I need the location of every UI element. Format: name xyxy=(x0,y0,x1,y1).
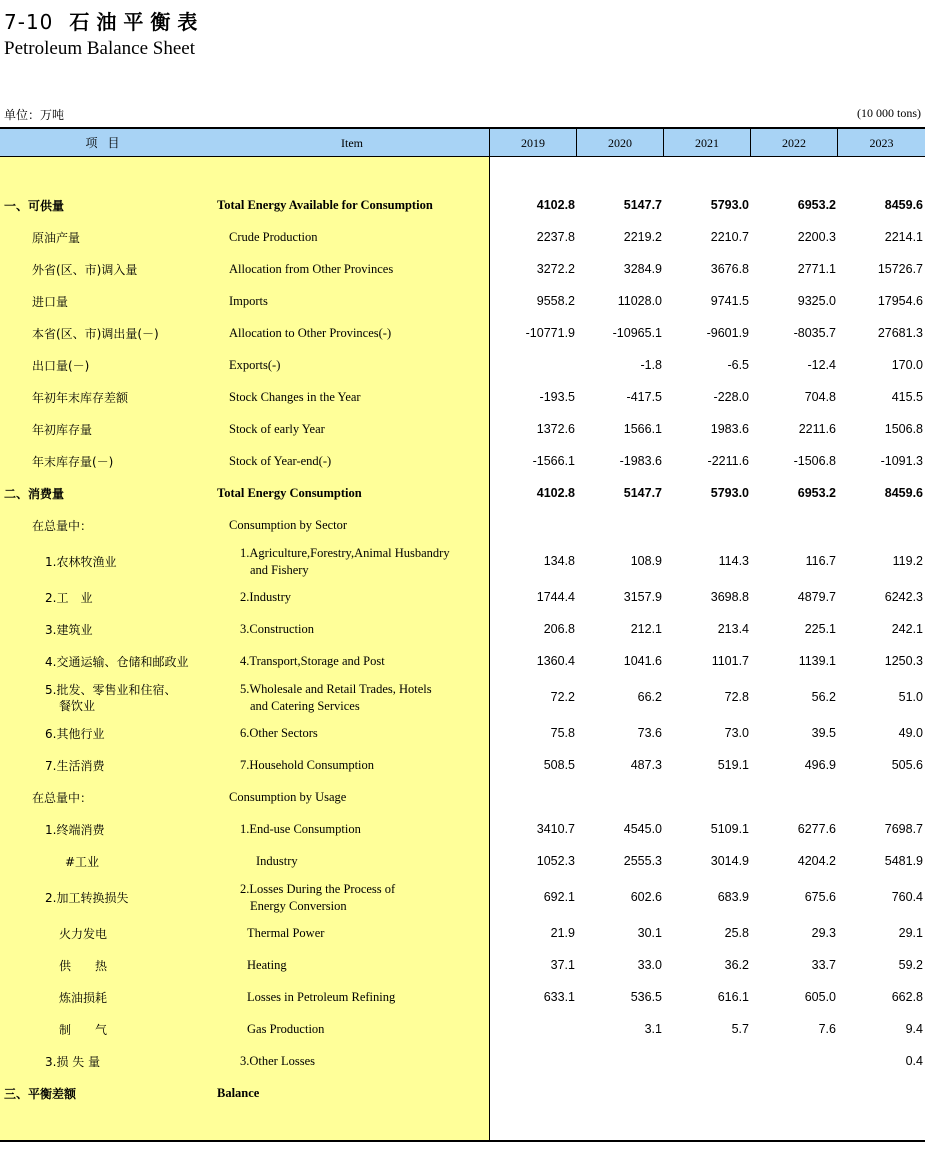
value-cell: 1566.1 xyxy=(623,422,662,436)
value-cell: 1372.6 xyxy=(536,422,575,436)
row-label-cn: 3.损 失 量 xyxy=(45,1055,101,1069)
row-label-cn: 制 气 xyxy=(59,1023,108,1037)
value-cell: 59.2 xyxy=(898,958,923,972)
header-year: 2023 xyxy=(869,136,894,150)
value-cell: 505.6 xyxy=(891,758,923,772)
header-year: 2021 xyxy=(695,136,719,150)
value-cell: 2771.1 xyxy=(797,262,836,276)
row-label-en: Allocation to Other Provinces(-) xyxy=(229,326,392,340)
value-cell: 487.3 xyxy=(630,758,662,772)
value-cell: 75.8 xyxy=(550,726,575,740)
value-cell: 6953.2 xyxy=(797,198,836,212)
value-cell: 496.9 xyxy=(804,758,836,772)
row-label-en: Consumption by Sector xyxy=(229,518,348,532)
value-cell: 704.8 xyxy=(804,390,836,404)
value-cell: 6277.6 xyxy=(797,822,836,836)
row-label-cn: 5.批发、零售业和住宿、 xyxy=(45,683,177,697)
value-cell: 5147.7 xyxy=(623,198,662,212)
row-label-cn: 3.建筑业 xyxy=(45,623,93,637)
value-cell: 2200.3 xyxy=(797,230,836,244)
value-cell: 33.0 xyxy=(637,958,662,972)
value-cell: 17954.6 xyxy=(877,294,923,308)
row-label-cn: 7.生活消费 xyxy=(45,759,105,773)
row-label-cn: 1.终端消费 xyxy=(45,823,105,837)
row-label-cn: 一、可供量 xyxy=(4,199,65,213)
value-cell: 73.0 xyxy=(724,726,749,740)
value-cell: 29.3 xyxy=(811,926,836,940)
value-cell: -2211.6 xyxy=(707,454,749,468)
row-label-en: Total Energy Available for Consumption xyxy=(217,198,433,212)
row-label-en: 6.Other Sectors xyxy=(240,726,318,740)
row-label-en: 2.Industry xyxy=(240,590,292,604)
value-cell: 1052.3 xyxy=(536,854,575,868)
header-year: 2020 xyxy=(608,136,632,150)
item-value-divider xyxy=(489,157,490,1140)
value-cell: 51.0 xyxy=(898,690,923,704)
value-cell: 602.6 xyxy=(630,890,662,904)
header-year: 2022 xyxy=(782,136,806,150)
value-cell: 760.4 xyxy=(891,890,923,904)
value-cell: 242.1 xyxy=(891,622,923,636)
value-cell: 0.4 xyxy=(905,1054,923,1068)
row-label-cn: 外省(区、市)调入量 xyxy=(32,263,138,277)
value-cell: 2214.1 xyxy=(884,230,923,244)
value-cell: 683.9 xyxy=(717,890,749,904)
value-cell: 5147.7 xyxy=(623,486,662,500)
value-cell: 33.7 xyxy=(811,958,836,972)
value-cell: 108.9 xyxy=(630,554,662,568)
value-cell: 73.6 xyxy=(637,726,662,740)
row-label-en: 4.Transport,Storage and Post xyxy=(240,654,385,668)
unit-label-en: (10 000 tons) xyxy=(857,106,921,120)
value-cell: 6953.2 xyxy=(797,486,836,500)
value-cell: 1250.3 xyxy=(884,654,923,668)
value-cell: 633.1 xyxy=(543,990,575,1004)
value-cell: -1983.6 xyxy=(619,454,662,468)
value-cell: 7698.7 xyxy=(884,822,923,836)
value-cell: 30.1 xyxy=(637,926,662,940)
value-cell: 3014.9 xyxy=(710,854,749,868)
value-cell: 49.0 xyxy=(898,726,923,740)
value-cell: 1983.6 xyxy=(710,422,749,436)
row-label-cn: 6.其他行业 xyxy=(45,727,105,741)
value-cell: 36.2 xyxy=(724,958,749,972)
row-label-en: 2.Losses During the Process of xyxy=(240,882,396,896)
value-cell: 5793.0 xyxy=(710,486,749,500)
row-label-cn: #工业 xyxy=(65,855,100,869)
row-label-cn: 本省(区、市)调出量(－) xyxy=(32,327,159,341)
row-label-en-line2: Energy Conversion xyxy=(250,899,347,913)
row-label-cn: 年末库存量(－) xyxy=(32,455,114,469)
value-cell: 9558.2 xyxy=(536,294,575,308)
row-label-en: Stock of Year-end(-) xyxy=(229,454,332,468)
value-cell: 9741.5 xyxy=(710,294,749,308)
row-label-cn: 供 热 xyxy=(59,959,108,973)
value-cell: 5.7 xyxy=(731,1022,749,1036)
value-cell: 37.1 xyxy=(550,958,575,972)
table-number: 7-10 xyxy=(4,10,54,34)
row-label-en: 5.Wholesale and Retail Trades, Hotels xyxy=(240,682,432,696)
row-label-en: Consumption by Usage xyxy=(229,790,347,804)
value-cell: 5481.9 xyxy=(884,854,923,868)
value-cell: 508.5 xyxy=(543,758,575,772)
value-cell: 225.1 xyxy=(804,622,836,636)
value-cell: 4102.8 xyxy=(536,486,575,500)
value-cell: 3284.9 xyxy=(623,262,662,276)
value-cell: 4545.0 xyxy=(623,822,662,836)
value-cell: 8459.6 xyxy=(884,486,923,500)
value-cell: 5109.1 xyxy=(710,822,749,836)
row-label-en: 3.Other Losses xyxy=(240,1054,315,1068)
value-cell: -6.5 xyxy=(727,358,749,372)
row-label-cn: 炼油损耗 xyxy=(59,991,108,1005)
row-label-cn: 进口量 xyxy=(32,295,69,309)
row-label-en: Total Energy Consumption xyxy=(217,486,362,500)
value-cell: 415.5 xyxy=(891,390,923,404)
value-cell: 56.2 xyxy=(811,690,836,704)
page-title-en: Petroleum Balance Sheet xyxy=(4,38,195,59)
row-label-en: Allocation from Other Provinces xyxy=(229,262,394,276)
value-cell: 9.4 xyxy=(905,1022,923,1036)
value-cell: 11028.0 xyxy=(617,294,662,308)
header-year: 2019 xyxy=(521,136,545,150)
page-title-cn: 石油平衡表 xyxy=(69,10,205,34)
value-cell: 72.8 xyxy=(724,690,749,704)
row-label-cn: 三、平衡差额 xyxy=(4,1087,77,1101)
value-cell: 2555.3 xyxy=(623,854,662,868)
value-cell: 1041.6 xyxy=(623,654,662,668)
value-cell: -417.5 xyxy=(626,390,662,404)
value-cell: 3272.2 xyxy=(536,262,575,276)
value-cell: 25.8 xyxy=(724,926,749,940)
value-cell: 2210.7 xyxy=(710,230,749,244)
value-cell: 536.5 xyxy=(630,990,662,1004)
value-cell: -8035.7 xyxy=(793,326,836,340)
row-label-cn: 年初年末库存差额 xyxy=(32,391,129,405)
value-cell: 2211.6 xyxy=(798,422,836,436)
value-cell: -1566.1 xyxy=(532,454,575,468)
value-cell: -1506.8 xyxy=(793,454,836,468)
value-cell: 66.2 xyxy=(637,690,662,704)
value-cell: 114.3 xyxy=(718,554,749,568)
value-cell: -10965.1 xyxy=(612,326,662,340)
value-cell: -10771.9 xyxy=(525,326,575,340)
row-label-cn: 4.交通运输、仓储和邮政业 xyxy=(45,655,189,669)
header-item-cn: 项目 xyxy=(85,136,130,150)
table-number-and-title xyxy=(4,6,204,35)
row-label-en: 3.Construction xyxy=(240,622,314,636)
value-cell: -1.8 xyxy=(640,358,662,372)
value-cell: 616.1 xyxy=(717,990,749,1004)
value-cell: 662.8 xyxy=(891,990,923,1004)
row-label-cn: 出口量(－) xyxy=(32,359,90,373)
row-label-en: 1.End-use Consumption xyxy=(240,822,361,836)
row-label-cn-line2: 餐饮业 xyxy=(59,699,96,713)
row-label-en: Heating xyxy=(247,958,287,972)
value-cell: 519.1 xyxy=(717,758,749,772)
row-label-en: 1.Agriculture,Forestry,Animal Husbandry xyxy=(240,546,450,560)
value-cell: 116.7 xyxy=(805,554,836,568)
value-cell: 39.5 xyxy=(811,726,836,740)
row-label-cn: 在总量中： xyxy=(32,519,93,533)
value-cell: 119.2 xyxy=(892,554,923,568)
row-label-cn: 年初库存量 xyxy=(32,423,93,437)
value-cell: 3410.7 xyxy=(536,822,575,836)
value-cell: -228.0 xyxy=(713,390,749,404)
value-cell: 8459.6 xyxy=(884,198,923,212)
value-cell: 29.1 xyxy=(898,926,923,940)
row-label-cn: 在总量中： xyxy=(32,791,93,805)
value-cell: 15726.7 xyxy=(877,262,923,276)
value-cell: 1101.7 xyxy=(711,654,749,668)
row-label-en: Imports xyxy=(229,294,268,308)
row-label-cn: 1.农林牧渔业 xyxy=(45,555,117,569)
value-cell: -1091.3 xyxy=(880,454,923,468)
row-label-en: Exports(-) xyxy=(229,358,281,372)
value-cell: 2219.2 xyxy=(623,230,662,244)
header-item-en: Item xyxy=(341,136,363,150)
value-cell: 1139.1 xyxy=(798,654,836,668)
unit-label-cn: 单位：万吨 xyxy=(4,108,65,122)
table-header xyxy=(0,127,925,157)
value-cell: 9325.0 xyxy=(797,294,836,308)
value-cell: 27681.3 xyxy=(877,326,923,340)
row-label-cn: 2.工 业 xyxy=(45,591,93,605)
value-cell: -9601.9 xyxy=(706,326,749,340)
value-cell: 213.4 xyxy=(717,622,749,636)
row-label-en: Losses in Petroleum Refining xyxy=(247,990,396,1004)
row-label-en: Gas Production xyxy=(247,1022,325,1036)
value-cell: 605.0 xyxy=(804,990,836,1004)
row-label-en: Industry xyxy=(256,854,298,868)
value-cell: 134.8 xyxy=(543,554,575,568)
value-cell: 7.6 xyxy=(818,1022,836,1036)
value-cell: -12.4 xyxy=(807,358,836,372)
value-cell: 170.0 xyxy=(891,358,923,372)
value-cell: 212.1 xyxy=(630,622,662,636)
value-cell: 3676.8 xyxy=(710,262,749,276)
value-cell: 206.8 xyxy=(543,622,575,636)
value-cell: 5793.0 xyxy=(710,198,749,212)
value-cell: 4879.7 xyxy=(797,590,836,604)
value-cell: 4102.8 xyxy=(536,198,575,212)
value-cell: 3.1 xyxy=(644,1022,662,1036)
row-label-en-line2: and Catering Services xyxy=(250,699,360,713)
value-cell: 675.6 xyxy=(804,890,836,904)
row-label-cn: 火力发电 xyxy=(59,927,108,941)
row-label-cn: 二、消费量 xyxy=(4,487,65,501)
value-cell: 4204.2 xyxy=(797,854,836,868)
row-label-en: Thermal Power xyxy=(247,926,325,940)
row-label-en: Crude Production xyxy=(229,230,318,244)
value-cell: 3157.9 xyxy=(623,590,662,604)
value-cell: 2237.8 xyxy=(536,230,575,244)
value-cell: 6242.3 xyxy=(884,590,923,604)
value-cell: 1360.4 xyxy=(536,654,575,668)
row-label-en: Stock Changes in the Year xyxy=(229,390,361,404)
row-label-cn: 原油产量 xyxy=(32,231,81,245)
value-cell: 1506.8 xyxy=(884,422,923,436)
row-label-en-line2: and Fishery xyxy=(250,563,309,577)
row-label-en: 7.Household Consumption xyxy=(240,758,375,772)
value-cell: 1744.4 xyxy=(536,590,575,604)
value-cell: 72.2 xyxy=(550,690,575,704)
row-label-cn: 2.加工转换损失 xyxy=(45,891,129,905)
value-cell: 21.9 xyxy=(550,926,575,940)
table-bottom-rule xyxy=(0,1140,925,1142)
value-cell: 692.1 xyxy=(543,890,575,904)
value-cell: -193.5 xyxy=(539,390,575,404)
value-cell: 3698.8 xyxy=(710,590,749,604)
row-label-en: Stock of early Year xyxy=(229,422,325,436)
row-label-en: Balance xyxy=(217,1086,260,1100)
